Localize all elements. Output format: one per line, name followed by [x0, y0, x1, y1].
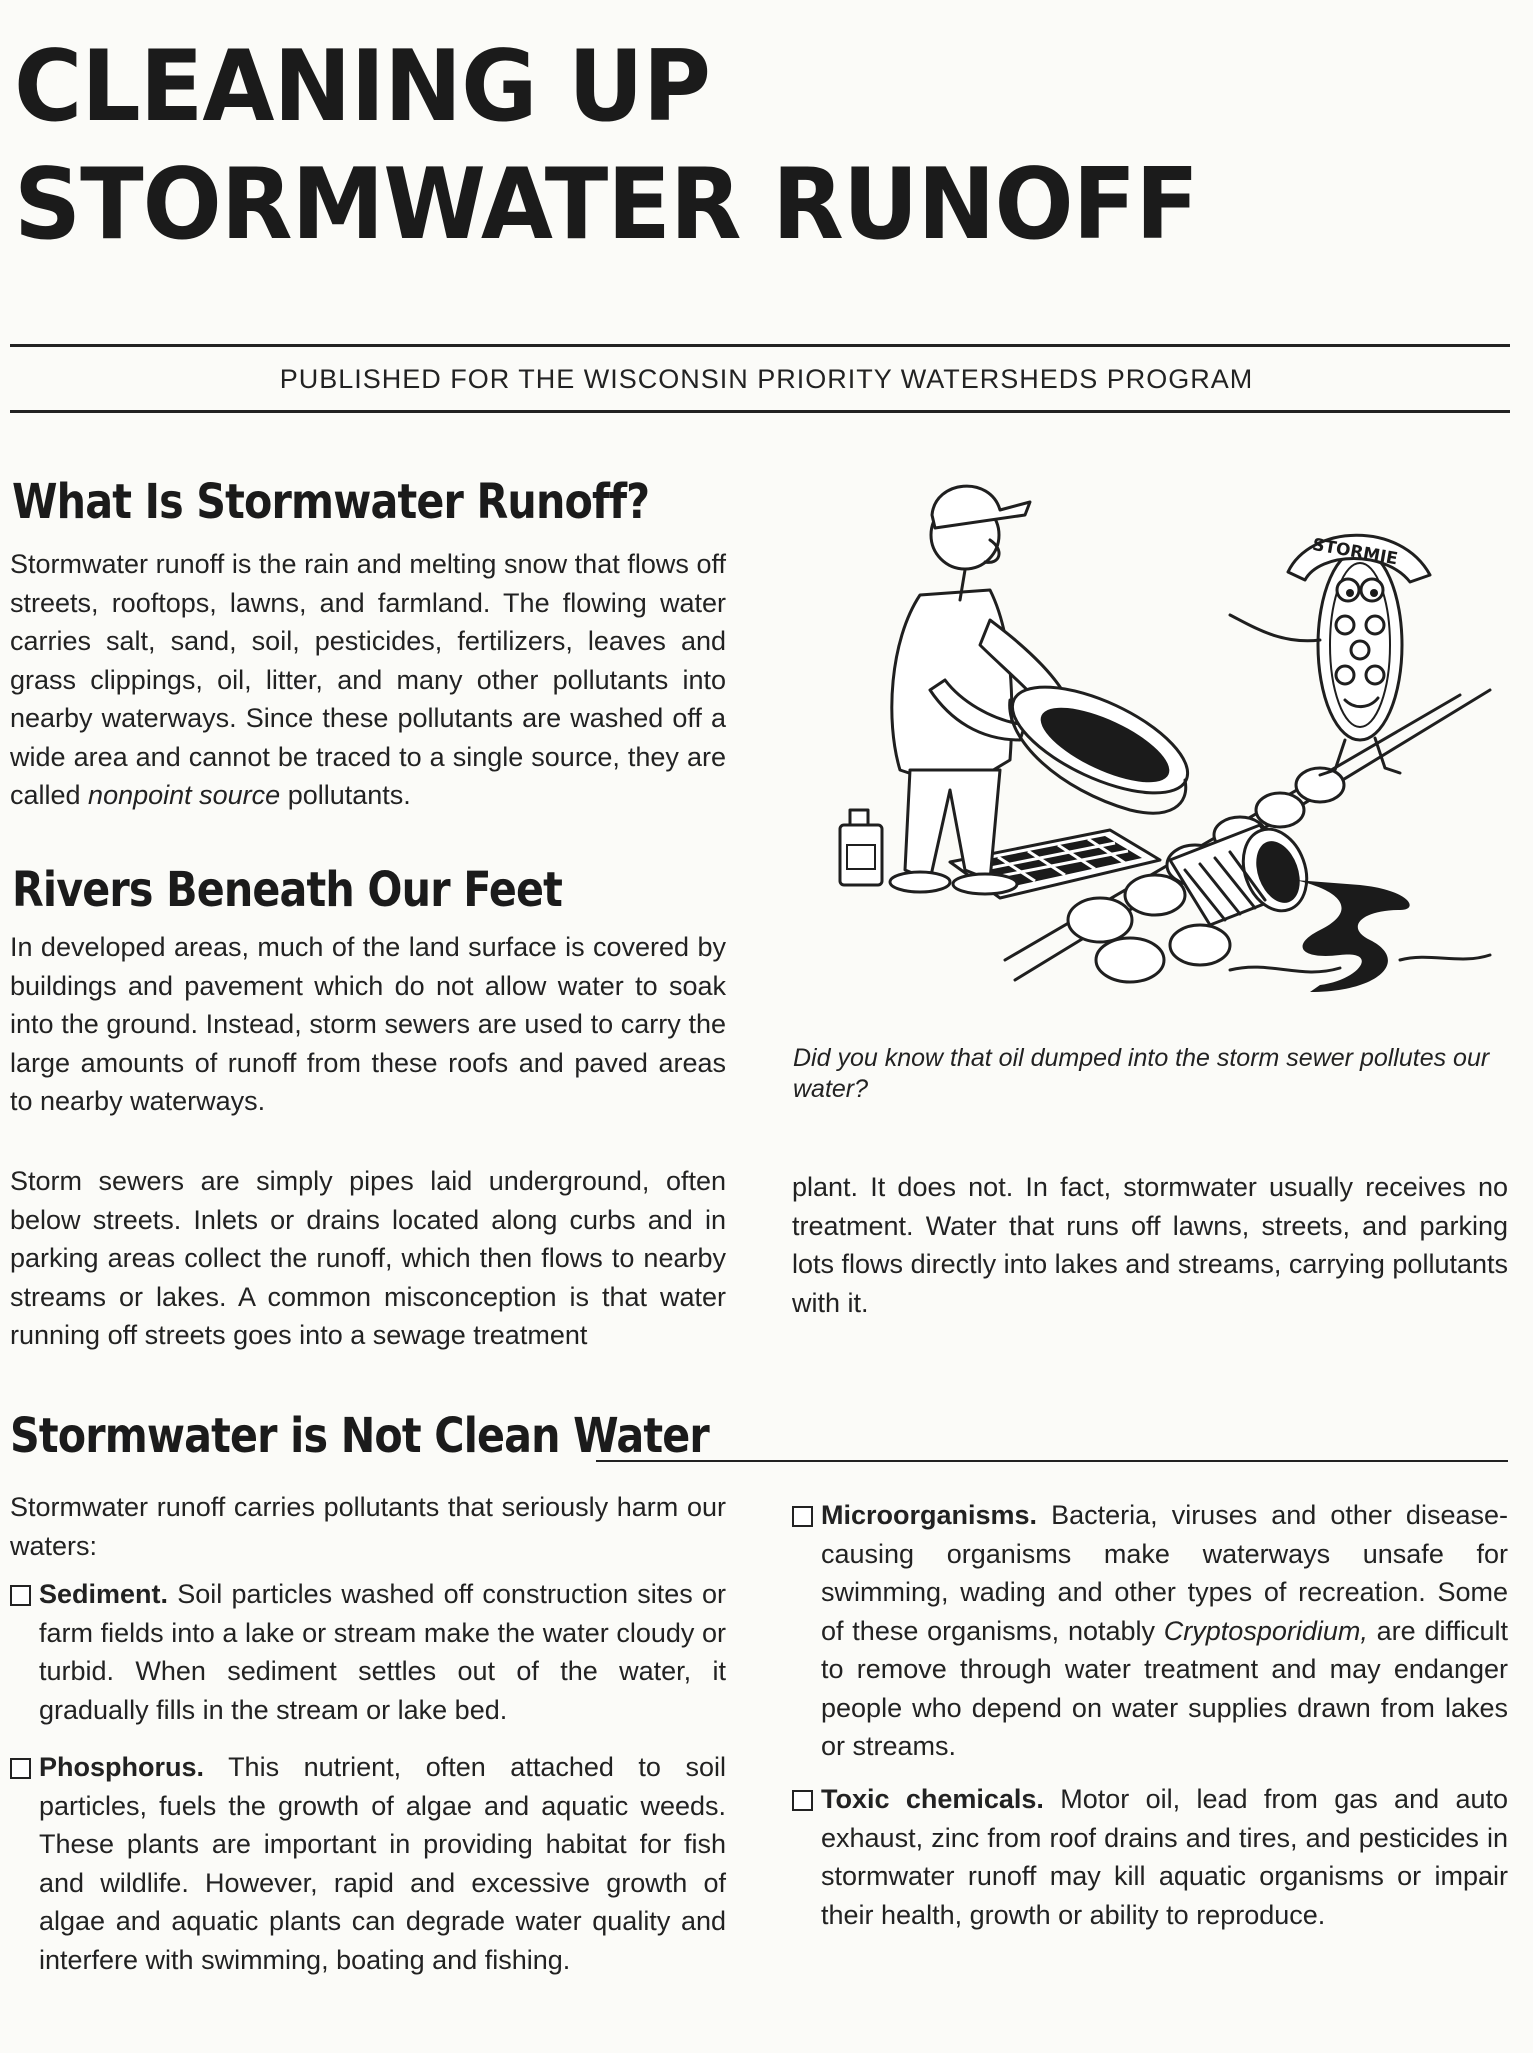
checklist-item-toxic-chemicals: Toxic chemicals. Motor oil, lead from gas and auto exhaust, zinc from roof drains and tires, and pesticides in stormwater runoff may kill aquatic organisms or impair their health, growth or ability to reproduce. [792, 1780, 1508, 1934]
cap-icon [932, 486, 1030, 528]
checkbox-icon [792, 1506, 813, 1527]
page-title [14, 28, 1198, 264]
cryptosporidium-term: Cryptosporidium, [1163, 1615, 1368, 1646]
heading-what-is: What Is Stormwater Runoff? [12, 474, 650, 530]
outfall-pipe-icon [1170, 820, 1318, 925]
checkbox-icon [10, 1585, 31, 1606]
heading-rivers: Rivers Beneath Our Feet [12, 862, 563, 918]
checkbox-icon [792, 1790, 813, 1811]
term-sediment: Sediment. [39, 1579, 169, 1609]
what-is-text: Stormwater runoff is the rain and melting snow that flows off streets, rooftops, lawns, and farmland. The flowing water carries salt, sand, soil, pesticides, fertilizers, leaves and grass clippings, oil, litter, and many other pollutants into nearby waterways. Since these pollutants are washed off a wide area and cannot be traced to a single source, they are called nonpoint source pollutants. [10, 549, 726, 810]
published-line: PUBLISHED FOR THE WISCONSIN PRIORITY WATERSHEDS PROGRAM [279, 364, 1254, 394]
checklist-item-microorganisms: Microorganisms. Bacteria, viruses and other disease-causing organisms make waterways unsafe for swimming, wading and other types of recreation. Some of these organisms, notably Cryptosporidium, are difficult to remove through water treatment and may endanger people who depend on water supplies drawn from lakes or streams. [792, 1496, 1508, 1766]
stormie-character [1230, 535, 1430, 775]
rivers-para-2: Storm sewers are simply pipes laid underground, often below streets. Inlets or drains located along curbs and in parking areas collect the runoff, which then flows to nearby streams or lakes. A common misconception is that water running off streets goes into a sewage treatment [10, 1166, 726, 1350]
term-toxic-chemicals: Toxic chemicals. [821, 1784, 1044, 1814]
rivers-para-2-continued: plant. It does not. In fact, stormwater usually receives no treatment. Water that runs off lawns, streets, and parking lots flows directly into lakes and streams, carrying pollutants with it. [792, 1172, 1508, 1318]
illustration-caption: Did you know that oil dumped into the storm sewer pollutes our water? [793, 1044, 1490, 1103]
checklist-item-phosphorus: Phosphorus. This nutrient, often attached to soil particles, fuels the growth of algae and aquatic weeds. These plants are important in providing habitat for fish and wildlife. However, rapid and excessive growth of algae and aquatic plants can degrade water quality and interfere with swimming, boating and fishing. [10, 1748, 726, 1979]
checklist-item-sediment: Sediment. Soil particles washed off construction sites or farm fields into a lake or stream make the water cloudy or turbid. When sediment settles out of the water, it gradually fills in the stream or lake bed. [10, 1575, 726, 1729]
not-clean-intro: Stormwater runoff carries pollutants that seriously harm our waters: [10, 1492, 726, 1561]
oil-stream [1295, 880, 1410, 992]
top-rule [10, 344, 1510, 347]
rivers-para-1: In developed areas, much of the land surface is covered by buildings and pavement which do not allow water to soak into the ground. Instead, storm sewers are used to carry the large amounts of runoff from these roofs and paved areas to nearby waterways. [10, 932, 726, 1116]
oil-pan-icon [998, 665, 1202, 814]
term-phosphorus: Phosphorus. [39, 1752, 205, 1782]
storm-drain-illustration [800, 440, 1510, 1020]
oil-can-icon [840, 810, 882, 885]
term-microorganisms: Microorganisms. [821, 1500, 1038, 1530]
bottom-rule [10, 410, 1510, 413]
title-line-2: STORMWATER RUNOFF [14, 148, 1198, 262]
stormie-label: STORMIE [1310, 534, 1400, 570]
nonpoint-term: nonpoint source [88, 780, 281, 810]
heading-not-clean: Stormwater is Not Clean Water [10, 1408, 709, 1464]
section-rule [596, 1460, 1508, 1462]
title-line-1: CLEANING UP [14, 30, 710, 144]
checkbox-icon [10, 1758, 31, 1779]
